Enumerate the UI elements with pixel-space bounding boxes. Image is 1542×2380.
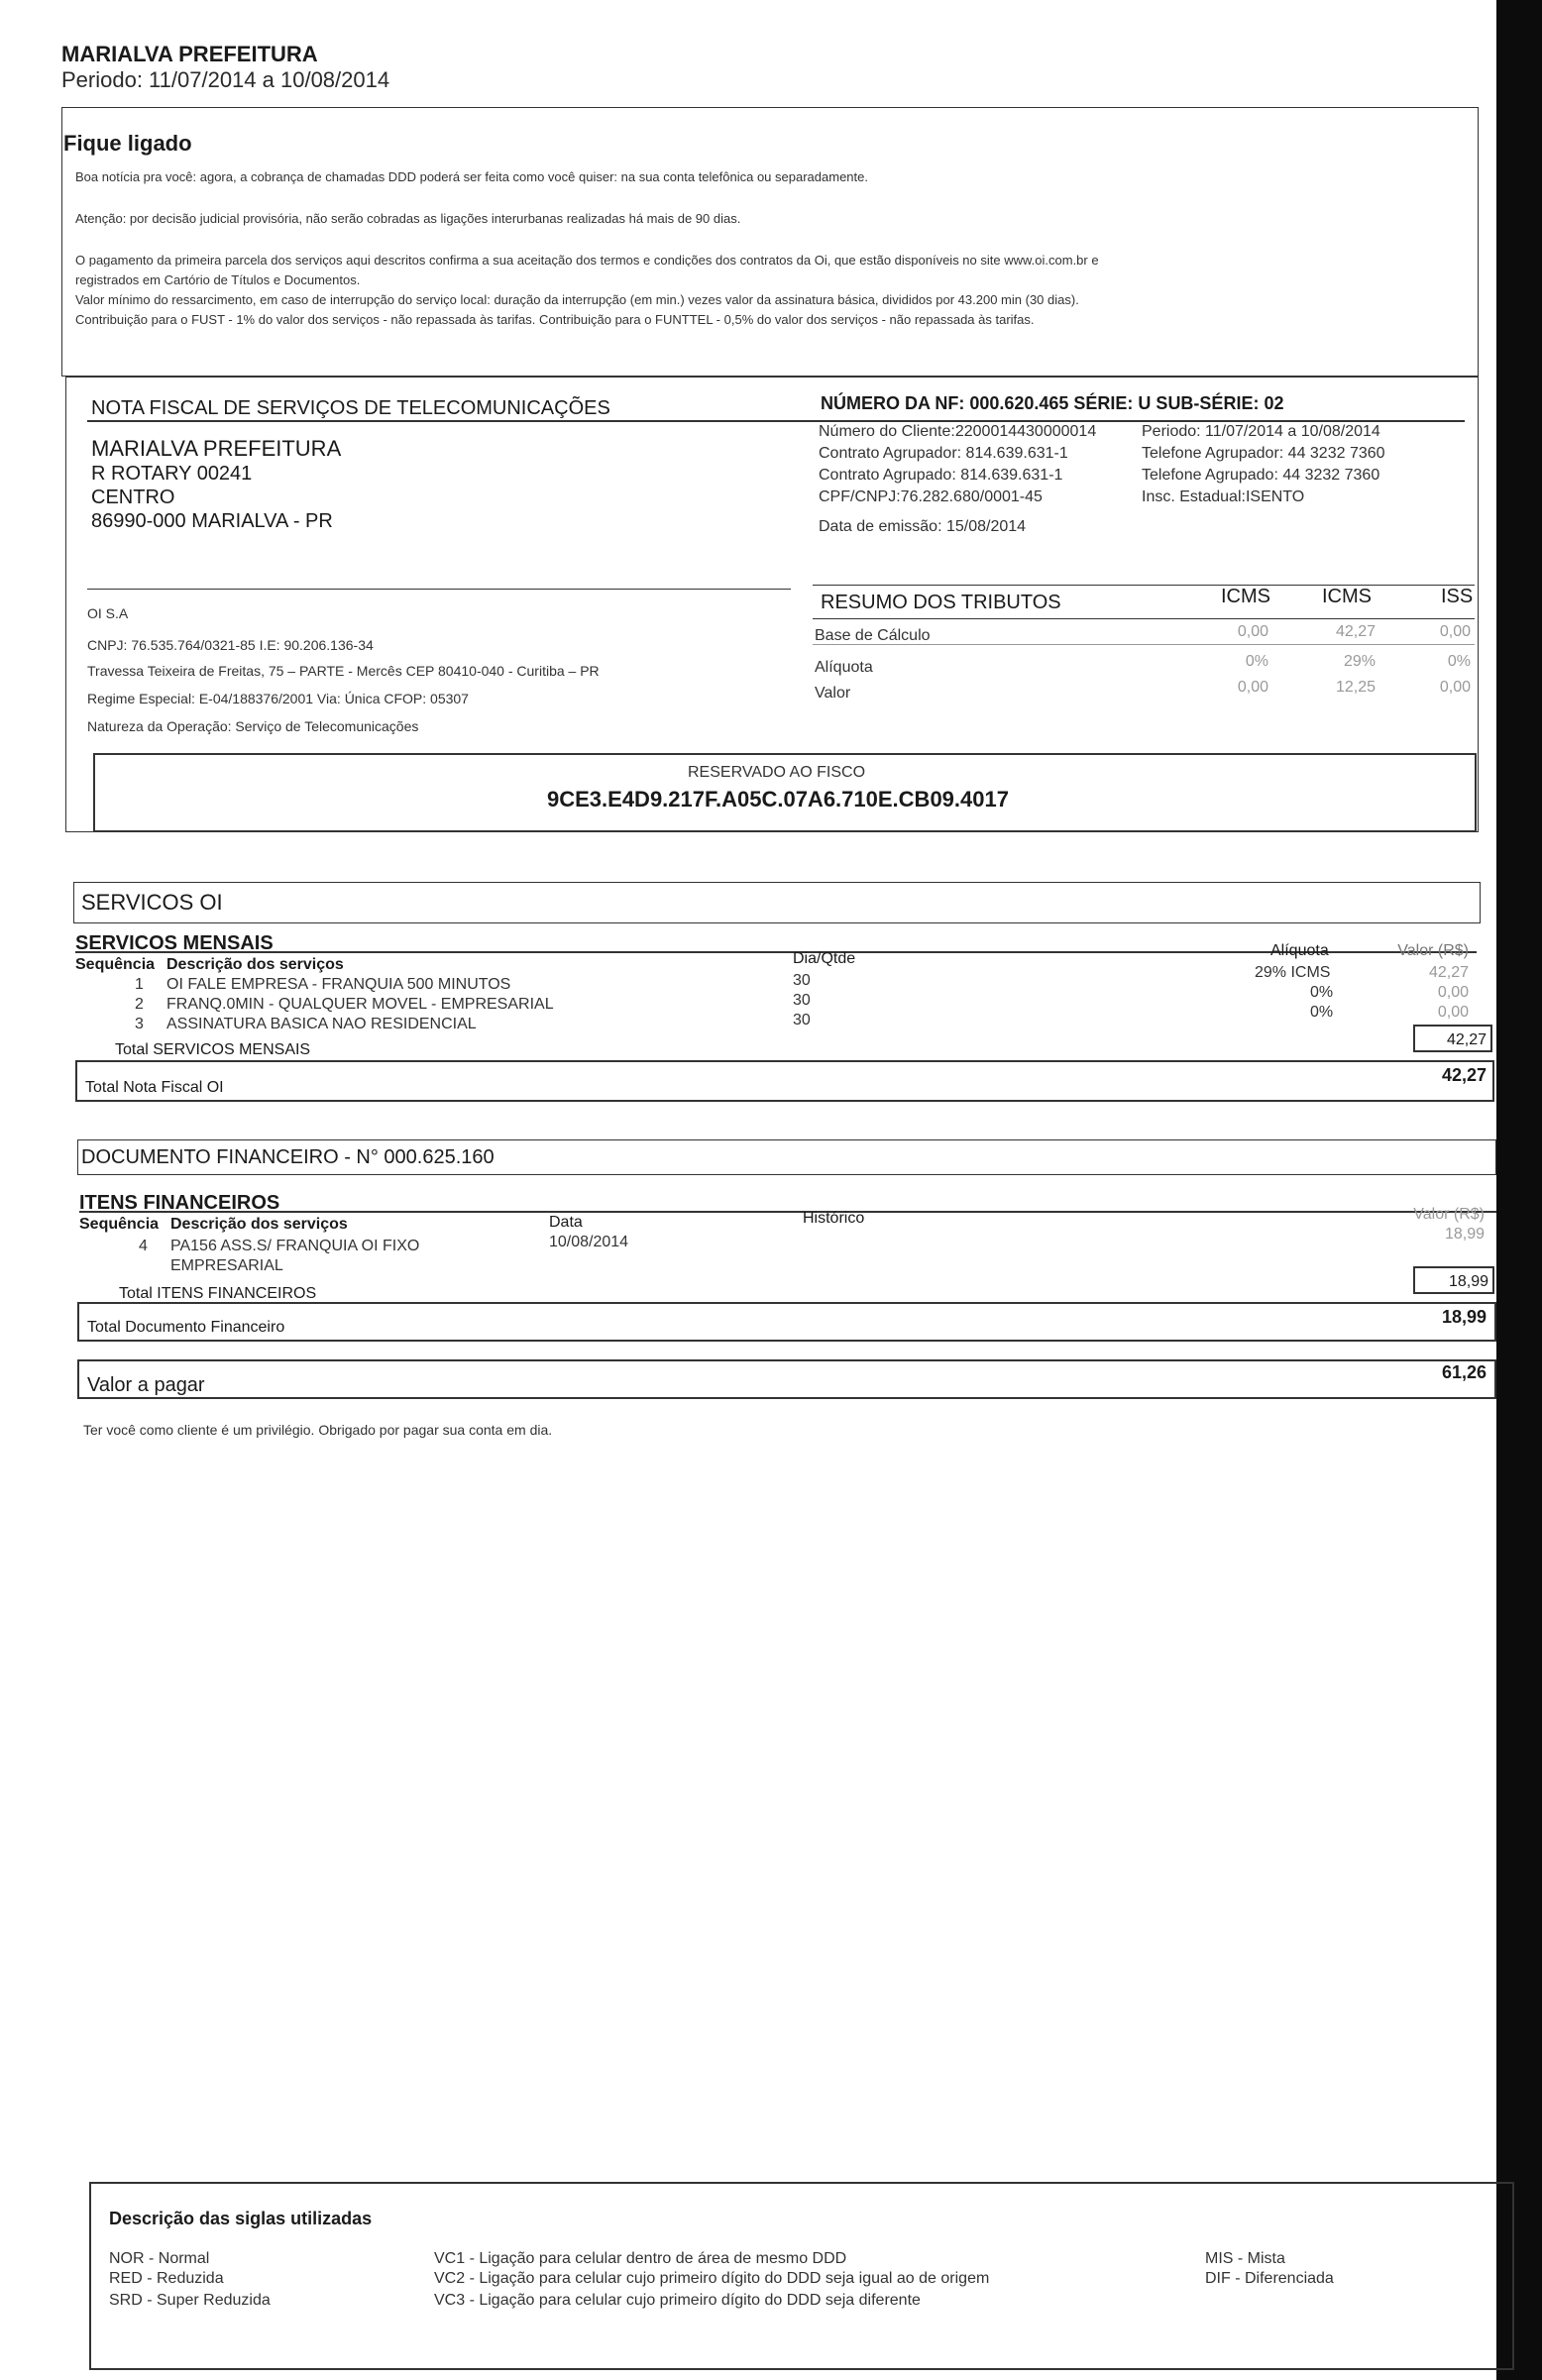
servico-1-valor: 42,27 xyxy=(1428,964,1469,981)
siglas-title: Descrição das siglas utilizadas xyxy=(109,2209,373,2228)
sigla-nor: NOR - Normal xyxy=(109,2250,210,2267)
servicos-title-box xyxy=(73,882,1481,923)
tel-agrupador: Telefone Agrupador: 44 3232 7360 xyxy=(1142,445,1385,462)
servicos-sub: SERVICOS MENSAIS xyxy=(75,932,274,954)
doc-total-box xyxy=(77,1302,1496,1342)
client-addr-1: R ROTARY 00241 xyxy=(91,463,253,485)
servico-2-desc: FRANQ.0MIN - QUALQUER MOVEL - EMPRESARIAL xyxy=(166,996,554,1013)
nota-total-box xyxy=(75,1060,1494,1102)
tributos-valor-v3: 0,00 xyxy=(1439,679,1471,696)
servico-1-aliq: 29% ICMS xyxy=(1255,964,1331,981)
servicos-h-dia: Dia/Qtde xyxy=(793,950,856,967)
cpf-cnpj: CPF/CNPJ:76.282.680/0001-45 xyxy=(819,488,1043,505)
tributos-header-line xyxy=(813,618,1475,619)
doc-total-value: 18,99 xyxy=(1441,1307,1487,1327)
oi-address: Travessa Teixeira de Freitas, 75 – PARTE - Mercês CEP 80410-040 - Curitiba – PR xyxy=(87,663,600,679)
numero-cliente: Número do Cliente:2200014430000014 xyxy=(819,423,1097,440)
fique-ligado-box xyxy=(61,107,1479,377)
tributos-aliq-label: Alíquota xyxy=(815,659,873,676)
nf-number: NÚMERO DA NF: 000.620.465 SÉRIE: U SUB-SÉRIE: 02 xyxy=(821,393,1284,413)
fique-line-2: Atenção: por decisão judicial provisória, não serão cobradas as ligações interurbanas realizadas há mais de 90 dias. xyxy=(75,211,741,226)
tributos-aliq-v3: 0% xyxy=(1447,653,1471,670)
tributos-col-icms-2: ICMS xyxy=(1322,586,1372,607)
tributos-base-v3: 0,00 xyxy=(1439,623,1471,640)
servico-1-desc: OI FALE EMPRESA - FRANQUIA 500 MINUTOS xyxy=(166,976,511,993)
servico-3-valor: 0,00 xyxy=(1437,1004,1469,1021)
tributos-valor-label: Valor xyxy=(815,685,851,702)
servico-2-valor: 0,00 xyxy=(1437,984,1469,1001)
sigla-red: RED - Reduzida xyxy=(109,2270,224,2287)
sigla-dif: DIF - Diferenciada xyxy=(1205,2270,1334,2287)
periodo: Periodo: 11/07/2014 a 10/08/2014 xyxy=(1142,423,1380,440)
itens-sub: ITENS FINANCEIROS xyxy=(79,1192,280,1214)
client-addr-2: CENTRO xyxy=(91,487,175,508)
page-title: MARIALVA PREFEITURA xyxy=(61,42,318,66)
nota-divider xyxy=(87,420,1465,422)
fique-ligado-title: Fique ligado xyxy=(63,131,192,156)
fique-line-5: Valor mínimo do ressarcimento, em caso de interrupção do serviço local: duração da interrupção (em min.) vezes valor da assinatura básica, divididos por 43.200 min (30 dias). xyxy=(75,292,1079,307)
nota-total-value: 42,27 xyxy=(1441,1065,1487,1085)
sigla-srd: SRD - Super Reduzida xyxy=(109,2292,271,2309)
data-emissao: Data de emissão: 15/08/2014 xyxy=(819,518,1027,535)
item-4-seq: 4 xyxy=(139,1238,148,1254)
item-4-desc-1: PA156 ASS.S/ FRANQUIA OI FIXO xyxy=(170,1238,420,1254)
tributos-heading: RESUMO DOS TRIBUTOS xyxy=(821,592,1061,613)
item-4-valor: 18,99 xyxy=(1444,1226,1485,1243)
sigla-vc1: VC1 - Ligação para celular dentro de área de mesmo DDD xyxy=(434,2250,847,2267)
sigla-mis: MIS - Mista xyxy=(1205,2250,1285,2267)
thanks-message: Ter você como cliente é um privilégio. Obrigado por pagar sua conta em dia. xyxy=(83,1422,553,1438)
oi-natureza: Natureza da Operação: Serviço de Telecomunicações xyxy=(87,718,419,734)
tributos-base-v1: 0,00 xyxy=(1237,623,1268,640)
page-period: Periodo: 11/07/2014 a 10/08/2014 xyxy=(61,67,390,92)
valor-pagar-label: Valor a pagar xyxy=(87,1374,205,1396)
tributos-valor-v2: 12,25 xyxy=(1335,679,1376,696)
servico-2-aliq: 0% xyxy=(1310,984,1334,1001)
servico-2-dia: 30 xyxy=(793,992,811,1009)
fisco-label: RESERVADO AO FISCO xyxy=(688,764,866,781)
servico-2-seq: 2 xyxy=(135,996,144,1013)
client-name: MARIALVA PREFEITURA xyxy=(91,436,342,461)
contrato-agrupado: Contrato Agrupado: 814.639.631-1 xyxy=(819,467,1063,484)
itens-h-desc: Descrição dos serviços xyxy=(170,1216,348,1233)
servicos-total-value: 42,27 xyxy=(1446,1031,1487,1048)
tributos-aliq-v2: 29% xyxy=(1343,653,1376,670)
tributos-base-label: Base de Cálculo xyxy=(815,627,931,644)
servicos-h-seq: Sequência xyxy=(75,956,156,973)
valor-pagar-value: 61,26 xyxy=(1441,1362,1487,1382)
servicos-title: SERVICOS OI xyxy=(81,890,223,915)
valor-pagar-box xyxy=(77,1359,1496,1399)
itens-h-data: Data xyxy=(549,1214,583,1231)
fique-line-3: O pagamento da primeira parcela dos serviços aqui descritos confirma a sua aceitação dos termos e condições dos contratos da Oi, que estão disponíveis no site www.oi.com.br e xyxy=(75,254,1099,267)
contrato-agrupador: Contrato Agrupador: 814.639.631-1 xyxy=(819,445,1068,462)
tributos-col-icms-1: ICMS xyxy=(1221,586,1270,607)
servico-3-dia: 30 xyxy=(793,1012,811,1028)
servico-1-seq: 1 xyxy=(135,976,144,993)
servico-3-seq: 3 xyxy=(135,1016,144,1032)
tributos-row-line xyxy=(813,644,1475,645)
nota-total-label: Total Nota Fiscal OI xyxy=(85,1079,224,1096)
oi-name: OI S.A xyxy=(87,605,129,621)
fique-line-6: Contribuição para o FUST - 1% do valor dos serviços - não repassada às tarifas. Contribuição para o FUNTTEL - 0,5% do valor dos serviços - não repassada às tarifas. xyxy=(75,312,1035,327)
nota-heading: NOTA FISCAL DE SERVIÇOS DE TELECOMUNICAÇÕES xyxy=(91,397,610,419)
oi-cnpj: CNPJ: 76.535.764/0321-85 I.E: 90.206.136-34 xyxy=(87,637,374,653)
tel-agrupado: Telefone Agrupado: 44 3232 7360 xyxy=(1142,467,1380,484)
item-4-data: 10/08/2014 xyxy=(549,1234,629,1250)
tributos-top-line xyxy=(813,585,1475,586)
fique-line-1: Boa notícia pra você: agora, a cobrança de chamadas DDD poderá ser feita como você quiser: na sua conta telefônica ou separadamente. xyxy=(75,169,868,184)
servicos-h-desc: Descrição dos serviços xyxy=(166,956,344,973)
oi-divider xyxy=(87,589,791,590)
insc-estadual: Insc. Estadual:ISENTO xyxy=(1142,488,1305,505)
tributos-aliq-v1: 0% xyxy=(1245,653,1268,670)
servico-1-dia: 30 xyxy=(793,972,811,989)
servicos-sub-line xyxy=(75,951,1477,953)
itens-total-label: Total ITENS FINANCEIROS xyxy=(119,1285,317,1302)
itens-total-value: 18,99 xyxy=(1448,1273,1488,1290)
itens-sub-line xyxy=(79,1211,1496,1213)
tributos-col-iss: ISS xyxy=(1441,586,1474,607)
servicos-total-label: Total SERVICOS MENSAIS xyxy=(115,1041,311,1058)
fisco-code: 9CE3.E4D9.217F.A05C.07A6.710E.CB09.4017 xyxy=(547,787,1009,811)
tributos-base-v2: 42,27 xyxy=(1335,623,1376,640)
itens-h-hist: Histórico xyxy=(803,1210,865,1227)
documento-title: DOCUMENTO FINANCEIRO - N° 000.625.160 xyxy=(81,1146,495,1168)
sigla-vc2: VC2 - Ligação para celular cujo primeiro dígito do DDD seja igual ao de origem xyxy=(434,2270,990,2287)
servicos-h-valor: Valor (R$) xyxy=(1397,942,1469,959)
item-4-desc-2: EMPRESARIAL xyxy=(170,1257,283,1274)
tributos-valor-v1: 0,00 xyxy=(1237,679,1268,696)
client-addr-3: 86990-000 MARIALVA - PR xyxy=(91,510,333,532)
servico-3-aliq: 0% xyxy=(1310,1004,1334,1021)
fique-line-4: registrados em Cartório de Títulos e Documentos. xyxy=(75,272,361,287)
itens-h-valor: Valor (R$) xyxy=(1413,1206,1485,1223)
oi-regime: Regime Especial: E-04/188376/2001 Via: Única CFOP: 05307 xyxy=(87,691,469,706)
doc-total-label: Total Documento Financeiro xyxy=(87,1319,285,1336)
itens-h-seq: Sequência xyxy=(79,1216,160,1233)
servicos-h-aliq: Alíquota xyxy=(1270,942,1329,959)
servico-3-desc: ASSINATURA BASICA NAO RESIDENCIAL xyxy=(166,1016,477,1032)
sigla-vc3: VC3 - Ligação para celular cujo primeiro dígito do DDD seja diferente xyxy=(434,2292,921,2309)
scan-edge xyxy=(1496,0,1542,2380)
